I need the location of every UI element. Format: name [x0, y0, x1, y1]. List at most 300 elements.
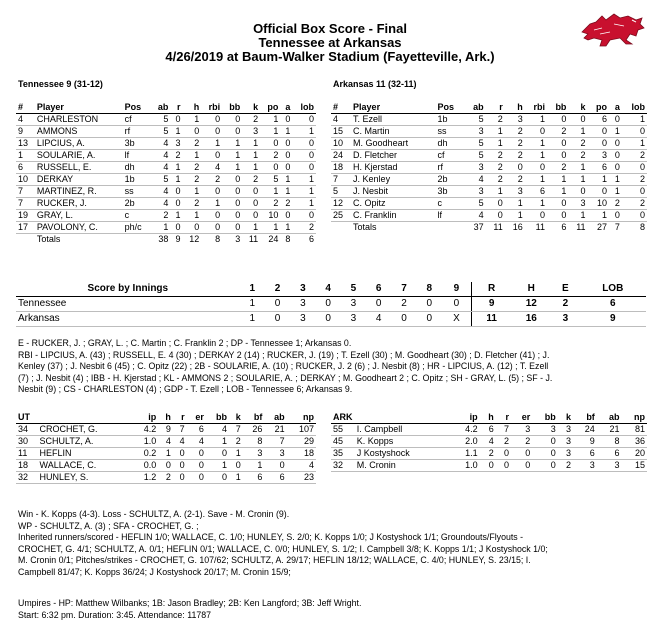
column-header: 5	[341, 282, 366, 297]
table-row	[331, 424, 647, 436]
table-row	[16, 138, 316, 150]
table-row	[16, 312, 646, 327]
table-cell: 1	[242, 222, 260, 234]
table-cell: 0	[170, 222, 182, 234]
table-cell: 1	[609, 186, 622, 198]
table-header-row	[331, 412, 647, 424]
table-cell: 0	[547, 150, 568, 162]
table-row	[331, 150, 647, 162]
table-row	[16, 126, 316, 138]
table-cell: 2	[292, 222, 316, 234]
table-cell: 2	[242, 114, 260, 126]
win-loss-line: Win - K. Kopps (4-3). Loss - SCHULTZ, A. (2-1). Save - M. Cronin (9).	[18, 509, 290, 519]
home-batting-table	[331, 102, 647, 233]
column-header: lob	[292, 102, 316, 114]
column-header: #	[16, 102, 35, 114]
table-cell: 3	[505, 186, 525, 198]
table-cell: DERKAY	[35, 174, 123, 186]
table-cell: 0	[187, 448, 206, 460]
team-name: Tennessee	[16, 297, 240, 312]
table-cell: 18	[16, 460, 38, 472]
column-header: 7	[391, 282, 416, 297]
table-cell: 0	[505, 162, 525, 174]
start-line: Start: 6:32 pm. Duration: 3:45. Attendance: 11787	[18, 609, 212, 620]
table-cell: 3b	[436, 186, 465, 198]
table-cell: 0	[173, 472, 187, 484]
table-cell: 1	[547, 186, 568, 198]
table-cell: 0	[417, 297, 442, 312]
away-team-header: Tennessee 9 (31-12)	[18, 79, 103, 89]
table-cell: 0	[366, 297, 391, 312]
table-cell: 0	[486, 210, 505, 222]
table-cell: 1	[170, 126, 182, 138]
table-cell: 1	[525, 138, 547, 150]
column-header: H	[511, 282, 551, 297]
table-cell: 5	[465, 114, 486, 126]
table-row	[16, 424, 316, 436]
table-cell: lf	[436, 210, 465, 222]
away-batting-table	[16, 102, 316, 245]
table-cell: 2	[547, 162, 568, 174]
pitching-summary	[18, 509, 646, 579]
table-cell: 0	[622, 186, 647, 198]
table-row	[331, 460, 647, 472]
table-cell: 27	[596, 222, 607, 232]
notes-line: Nesbit (9) ; CS - CHARLESTON (4) ; GDP - T. Ezell ; LOB - Tennessee 6; Arkansas 9.	[18, 384, 353, 395]
table-cell: 1	[280, 126, 292, 138]
table-cell: 0.0	[133, 460, 158, 472]
table-cell: 0	[242, 198, 260, 210]
inherited-line: Campbell 81/47; K. Kopps 36/24; J Kostyshock 20/17; M. Cronin 15/9;	[18, 566, 291, 577]
table-cell: 1	[260, 222, 280, 234]
table-cell: 19	[16, 210, 35, 222]
table-cell: 0	[547, 198, 568, 210]
table-cell: 2	[229, 436, 243, 448]
table-cell: ss	[436, 126, 465, 138]
table-cell: 2	[622, 174, 647, 186]
table-cell	[123, 234, 151, 246]
column-header: Pos	[123, 102, 151, 114]
column-header: 9	[442, 282, 472, 297]
table-cell: 1.0	[133, 436, 158, 448]
table-cell	[436, 222, 465, 234]
table-cell: 0	[609, 138, 622, 150]
inherited-line: CROCHET, G. 4/1; SCHULTZ, A. 0/1; HEFLIN 0/1; WALLACE, C. 0/0; HUNLEY, S. 1/2; I. Campbell 3/8; K. Kopps 1/1; J Kostyshock 1/0;	[18, 543, 548, 554]
table-cell: 1	[525, 150, 547, 162]
table-cell: 0	[532, 460, 557, 472]
table-cell: 8	[215, 234, 221, 244]
table-header-row	[16, 282, 646, 297]
table-cell: 0	[158, 460, 173, 472]
table-cell: 4	[480, 436, 496, 448]
table-cell: HUNLEY, S.	[38, 472, 133, 484]
table-cell: 0	[588, 186, 609, 198]
table-cell: 1	[292, 186, 316, 198]
table-cell: 1	[151, 222, 171, 234]
column-header: ab	[151, 102, 171, 114]
table-cell: 2	[201, 174, 222, 186]
table-row	[16, 472, 316, 484]
table-cell: 0	[170, 186, 182, 198]
table-cell: 0	[532, 448, 557, 460]
table-cell: 2	[182, 174, 201, 186]
table-cell: 0	[229, 460, 243, 472]
table-cell: 5	[151, 174, 171, 186]
table-cell: 1	[222, 138, 242, 150]
table-cell: 1	[260, 114, 280, 126]
wp-line: WP - SCHULTZ, A. (3) ; SFA - CROCHET, G. ;	[18, 520, 199, 531]
table-cell: 10	[331, 138, 351, 150]
table-cell: 2	[486, 114, 505, 126]
column-header: k	[558, 412, 573, 424]
table-cell: 9	[16, 126, 35, 138]
table-cell: 6	[525, 186, 547, 198]
table-cell: 24	[331, 150, 351, 162]
home-pitching-table	[331, 412, 647, 472]
table-cell: 10	[588, 198, 609, 210]
table-cell: 20	[621, 448, 647, 460]
team-label: UT	[16, 412, 133, 424]
table-cell: SOULARIE, A.	[35, 150, 123, 162]
table-cell: 2	[505, 150, 525, 162]
team-label: ARK	[331, 412, 452, 424]
table-cell: 6	[308, 234, 314, 244]
table-cell: M. Cronin	[355, 460, 452, 472]
table-cell: 1	[182, 210, 201, 222]
column-header: bb	[532, 412, 557, 424]
score-by-innings-table	[16, 282, 646, 327]
table-cell: PAVOLONY, C.	[35, 222, 123, 234]
table-cell: 12	[511, 297, 551, 312]
table-row	[16, 460, 316, 472]
table-cell: WALLACE, C.	[38, 460, 133, 472]
table-row	[16, 436, 316, 448]
table-cell: 0	[222, 210, 242, 222]
table-cell: 5	[151, 114, 171, 126]
table-cell: 2b	[436, 174, 465, 186]
table-cell: c	[123, 210, 151, 222]
table-cell: 2	[170, 150, 182, 162]
table-cell: 0	[201, 126, 222, 138]
column-header: np	[287, 412, 316, 424]
table-cell: MARTINEZ, R.	[35, 186, 123, 198]
table-cell: 0	[222, 198, 242, 210]
table-cell: 2	[182, 198, 201, 210]
game-notes	[18, 338, 646, 396]
table-cell: 1	[206, 436, 229, 448]
table-cell: 8	[285, 234, 291, 244]
table-cell: 0	[609, 210, 622, 222]
table-cell: rf	[436, 162, 465, 174]
column-header: bf	[243, 412, 265, 424]
column-header: h	[182, 102, 201, 114]
table-cell: 0	[265, 312, 290, 327]
column-header: a	[609, 102, 622, 114]
table-cell: 6	[187, 424, 206, 436]
table-cell: dh	[123, 162, 151, 174]
table-cell: 2	[558, 460, 573, 472]
table-cell: 4	[366, 312, 391, 327]
table-cell: 3	[558, 448, 573, 460]
table-cell: I. Campbell	[355, 424, 452, 436]
table-cell: 1	[222, 162, 242, 174]
table-cell: 0	[222, 222, 242, 234]
table-cell: 3	[551, 312, 579, 327]
table-cell: 0	[525, 126, 547, 138]
table-cell: D. Fletcher	[351, 150, 435, 162]
table-cell: 2	[182, 138, 201, 150]
inherited-line: Inherited runners/scored - HEFLIN 1/0; WALLACE, C. 1/0; HUNLEY, S. 2/0; K. Kopps 1/0; J Kostyshock 1/1; Groundouts/Flyouts -	[18, 532, 524, 543]
table-cell: 3	[558, 436, 573, 448]
table-cell: 0	[182, 126, 201, 138]
table-cell: 21	[264, 424, 286, 436]
table-cell: 1	[229, 448, 243, 460]
table-cell: 1	[292, 198, 316, 210]
table-cell: 1	[525, 174, 547, 186]
table-cell: 4	[151, 150, 171, 162]
table-row	[16, 174, 316, 186]
table-cell: 0	[316, 312, 341, 327]
table-cell: 1	[568, 126, 587, 138]
table-cell: 0	[242, 210, 260, 222]
table-cell: 3	[341, 312, 366, 327]
table-cell: 0	[280, 150, 292, 162]
table-cell: C. Martin	[351, 126, 435, 138]
table-cell: 11	[16, 448, 38, 460]
table-cell: 2	[568, 150, 587, 162]
notes-line: (7) ; J. Nesbit (4) ; IBB - H. Kjerstad ; KL - AMMONS 2 ; SOULARIE, A. ; DERKAY ; M. Goodheart 2 ; C. Opitz ; SH - GRAY, L. (5) ; SF - J.	[18, 372, 553, 383]
table-cell: rf	[123, 126, 151, 138]
table-cell: 1b	[436, 114, 465, 126]
table-cell: 0	[173, 460, 187, 472]
table-cell: 4	[16, 114, 35, 126]
table-cell: 1	[260, 126, 280, 138]
table-cell: 0	[588, 138, 609, 150]
table-cell: 1	[525, 198, 547, 210]
table-cell: 3	[511, 424, 532, 436]
table-cell: 1	[170, 210, 182, 222]
table-header-row	[16, 412, 316, 424]
table-cell: 16	[512, 222, 523, 232]
table-cell: 0	[264, 460, 286, 472]
innings-label: Score by Innings	[16, 282, 240, 297]
table-row	[16, 162, 316, 174]
notes-line: E - RUCKER, J. ; GRAY, L. ; C. Martin ; C. Franklin 2 ; DP - Tennessee 1; Arkansas 0.	[18, 338, 352, 348]
table-cell: 1	[242, 150, 260, 162]
table-cell: 0	[316, 297, 341, 312]
table-cell: 4	[151, 138, 171, 150]
table-cell: 1	[486, 138, 505, 150]
table-cell: 0	[201, 150, 222, 162]
column-header: h	[505, 102, 525, 114]
table-cell: 7	[496, 424, 511, 436]
table-cell: 4	[201, 162, 222, 174]
table-cell: 6	[243, 472, 265, 484]
table-cell: 1	[280, 174, 292, 186]
table-cell: 0	[511, 460, 532, 472]
table-cell: 0	[547, 138, 568, 150]
table-cell: 0	[265, 297, 290, 312]
table-cell: 3	[290, 297, 315, 312]
table-cell: 0	[622, 210, 647, 222]
table-cell: 0	[532, 436, 557, 448]
table-cell: 6	[573, 448, 597, 460]
table-cell: 2	[260, 150, 280, 162]
table-cell: 0	[242, 186, 260, 198]
table-cell: 0	[187, 472, 206, 484]
table-cell: 11	[248, 234, 259, 244]
table-cell: 1.2	[133, 472, 158, 484]
table-header-row	[331, 102, 647, 114]
table-cell: 1	[222, 150, 242, 162]
table-cell: 38	[158, 234, 169, 244]
table-cell: 0	[222, 114, 242, 126]
table-cell: 6	[561, 222, 567, 232]
table-cell: 3	[341, 297, 366, 312]
table-cell: 36	[621, 436, 647, 448]
table-row	[16, 198, 316, 210]
table-cell: GRAY, L.	[35, 210, 123, 222]
table-row	[331, 138, 647, 150]
table-cell: 5	[260, 174, 280, 186]
table-cell: cf	[436, 150, 465, 162]
table-cell: 2	[486, 162, 505, 174]
table-cell: 25	[331, 210, 351, 222]
table-cell: 1	[170, 174, 182, 186]
table-row	[331, 436, 647, 448]
column-header: 1	[240, 282, 265, 297]
table-cell: H. Kjerstad	[351, 162, 435, 174]
table-cell: 3	[170, 138, 182, 150]
table-cell: 5	[465, 138, 486, 150]
table-cell: 4	[151, 198, 171, 210]
table-cell: RUSSELL, E.	[35, 162, 123, 174]
table-row	[16, 448, 316, 460]
table-cell: 6	[16, 162, 35, 174]
table-cell: 0	[525, 162, 547, 174]
table-cell: 1	[206, 460, 229, 472]
table-cell: 15	[621, 460, 647, 472]
table-row	[16, 222, 316, 234]
table-cell: 4	[151, 162, 171, 174]
table-cell: 0.2	[133, 448, 158, 460]
table-cell: 11	[576, 222, 586, 232]
column-header: E	[551, 282, 579, 297]
table-cell: 1	[609, 126, 622, 138]
table-cell: cf	[123, 114, 151, 126]
table-cell: 2.0	[452, 436, 480, 448]
column-header: r	[170, 102, 182, 114]
table-row	[331, 114, 647, 126]
table-cell: 5	[465, 198, 486, 210]
table-cell: 0	[547, 210, 568, 222]
column-header: Pos	[436, 102, 465, 114]
table-cell	[16, 234, 35, 246]
table-cell: 6	[264, 472, 286, 484]
table-row	[16, 210, 316, 222]
table-cell: 4	[331, 114, 351, 126]
inherited-line: M. Cronin 0/1; Pitches/strikes - CROCHET, G. 107/62; SCHULTZ, A. 29/17; HEFLIN 18/12; WALLACE, C. 4/0; HUNLEY, S. 23/15; I.	[18, 555, 531, 566]
table-cell: 3	[465, 162, 486, 174]
table-cell: J. Nesbit	[351, 186, 435, 198]
column-header: ab	[597, 412, 622, 424]
table-cell: 2	[486, 150, 505, 162]
column-header: ip	[452, 412, 480, 424]
table-cell: 7	[16, 198, 35, 210]
table-cell: 2	[622, 198, 647, 210]
table-cell: 0	[201, 210, 222, 222]
table-cell: 37	[473, 222, 484, 232]
column-header: ab	[465, 102, 486, 114]
table-cell: 0	[486, 198, 505, 210]
table-cell: 2	[391, 297, 416, 312]
column-header: 3	[290, 282, 315, 297]
table-cell: 0	[201, 186, 222, 198]
table-cell: 6	[480, 424, 496, 436]
column-header: bb	[222, 102, 242, 114]
table-cell: 16	[511, 312, 551, 327]
column-header: #	[331, 102, 351, 114]
table-cell: SCHULTZ, A.	[38, 436, 133, 448]
table-cell	[331, 222, 351, 234]
column-header: r	[486, 102, 505, 114]
table-cell: 1	[292, 126, 316, 138]
table-row	[331, 162, 647, 174]
title-line-3: 4/26/2019 at Baum-Walker Stadium (Fayetteville, Ark.)	[165, 49, 495, 64]
table-cell: 3	[465, 186, 486, 198]
column-header: ab	[264, 412, 286, 424]
table-cell: 11	[471, 312, 511, 327]
table-cell: 1	[201, 138, 222, 150]
table-cell: 18	[331, 162, 351, 174]
table-cell: 1	[280, 222, 292, 234]
table-cell: 4.2	[452, 424, 480, 436]
table-cell: 1	[242, 138, 260, 150]
column-header: k	[242, 102, 260, 114]
table-cell: 0	[622, 126, 647, 138]
column-header: k	[568, 102, 587, 114]
razorback-logo	[580, 10, 646, 50]
table-cell: 7	[16, 186, 35, 198]
table-cell: 0	[568, 186, 587, 198]
table-cell: 1	[568, 210, 587, 222]
table-cell: 2	[151, 210, 171, 222]
away-pitching-table	[16, 412, 316, 484]
table-cell: ph/c	[123, 222, 151, 234]
table-cell: 4.2	[133, 424, 158, 436]
table-cell: 3	[573, 460, 597, 472]
table-cell: 0	[222, 126, 242, 138]
table-cell: ss	[123, 186, 151, 198]
table-cell: 3	[597, 460, 622, 472]
table-cell: 1	[16, 150, 35, 162]
table-cell: 0	[280, 138, 292, 150]
column-header: 8	[417, 282, 442, 297]
table-cell: 5	[331, 186, 351, 198]
table-cell: 1	[486, 126, 505, 138]
table-cell: 17	[16, 222, 35, 234]
table-cell: K. Kopps	[355, 436, 452, 448]
table-cell: 9	[158, 424, 173, 436]
totals-row	[16, 234, 316, 246]
table-cell: 6	[580, 297, 647, 312]
table-cell: 9	[580, 312, 647, 327]
table-cell: 3	[264, 448, 286, 460]
table-cell: 3	[242, 126, 260, 138]
table-cell: 0	[609, 162, 622, 174]
table-cell: 1	[170, 162, 182, 174]
table-cell: 0	[609, 114, 622, 126]
